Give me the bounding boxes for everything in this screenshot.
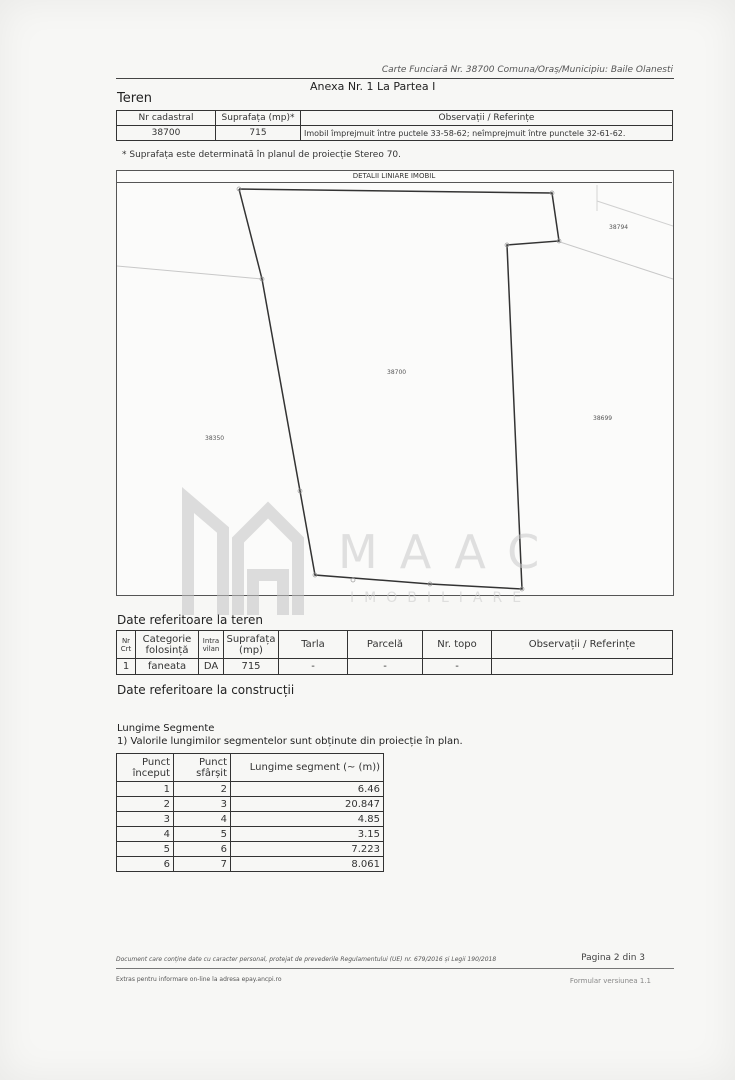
footer-rule <box>116 968 674 969</box>
segment-len: 7.223 <box>231 842 384 857</box>
segment-end: 2 <box>174 782 231 797</box>
segment-len: 8.061 <box>231 857 384 872</box>
cell-nr-topo: - <box>423 659 492 675</box>
footer-disclaimer: Document care conține date cu caracter personal, protejat de prevederile Regulamentului (UE) nr. 679/2016 și Legii 190/2018 <box>116 956 497 963</box>
parcel-label-right: 38699 <box>593 415 613 422</box>
date-teren-heading: Date referitoare la teren <box>117 613 263 627</box>
col-observatii-header: Observații / Referințe <box>301 111 673 126</box>
cell-suprafata: 715 <box>224 659 279 675</box>
segment-end: 5 <box>174 827 231 842</box>
col-punct-inceput: Punct început <box>117 754 174 782</box>
date-teren-table <box>116 630 673 675</box>
date-constructii-heading: Date referitoare la construcții <box>117 683 295 697</box>
suprafata-value: 715 <box>216 126 301 141</box>
parcel-label-top-right: 38794 <box>609 224 629 231</box>
col-suprafata-header: Suprafața (mp)* <box>216 111 301 126</box>
segment-row <box>117 857 384 872</box>
footer-formular: Formular versiunea 1.1 <box>569 977 651 985</box>
col-lungime: Lungime segment (~ (m)) <box>231 754 384 782</box>
cell-tarla: - <box>279 659 348 675</box>
segment-len: 20.847 <box>231 797 384 812</box>
header-rule <box>116 78 674 79</box>
col-parcela: Parcelă <box>348 631 423 659</box>
segment-start: 5 <box>117 842 174 857</box>
watermark-main: MAAC <box>338 525 562 579</box>
segment-end: 7 <box>174 857 231 872</box>
col-nr-crt: Nr Crt <box>117 631 136 659</box>
col-intravilan: Intra vilan <box>199 631 224 659</box>
cell-nr-crt: 1 <box>117 659 136 675</box>
footer-extras: Extras pentru informare on-line la adresa epay.ancpi.ro <box>116 976 282 983</box>
parcel-label-center: 38700 <box>387 369 407 376</box>
segment-row <box>117 842 384 857</box>
anexa-title: Anexa Nr. 1 La Partea I <box>310 80 436 93</box>
cell-intravilan: DA <box>199 659 224 675</box>
teren-heading: Teren <box>117 91 153 106</box>
segmente-title: Lungime Segmente <box>117 723 215 734</box>
cell-observatii <box>492 659 673 675</box>
col-tarla: Tarla <box>279 631 348 659</box>
watermark-logo <box>178 480 318 620</box>
segment-start: 3 <box>117 812 174 827</box>
segment-len: 3.15 <box>231 827 384 842</box>
segment-len: 4.85 <box>231 812 384 827</box>
col-observatii: Observații / Referințe <box>492 631 673 659</box>
footer-page: Pagina 2 din 3 <box>581 953 645 963</box>
segment-start: 6 <box>117 857 174 872</box>
col-suprafata: Suprafața (mp) <box>224 631 279 659</box>
segment-start: 2 <box>117 797 174 812</box>
segment-row <box>117 812 384 827</box>
parcel-label-left: 38350 <box>205 435 225 442</box>
map-title: DETALII LINIARE IMOBIL <box>116 170 672 183</box>
segment-start: 4 <box>117 827 174 842</box>
segment-len: 6.46 <box>231 782 384 797</box>
suprafata-note: * Suprafața este determinată în planul de proiecție Stereo 70. <box>122 150 402 160</box>
cadastral-value: 38700 <box>117 126 216 141</box>
segment-end: 3 <box>174 797 231 812</box>
segment-end: 4 <box>174 812 231 827</box>
segmente-table <box>116 753 384 872</box>
segment-end: 6 <box>174 842 231 857</box>
col-categorie: Categorie folosință <box>136 631 199 659</box>
segment-row <box>117 827 384 842</box>
cell-categorie: faneata <box>136 659 199 675</box>
segment-row <box>117 797 384 812</box>
segment-start: 1 <box>117 782 174 797</box>
col-cadastral-header: Nr cadastral <box>117 111 216 126</box>
watermark-sub: IMOBILIARE <box>350 590 532 606</box>
col-punct-sfarsit: Punct sfârșit <box>174 754 231 782</box>
teren-table <box>116 110 673 141</box>
segment-row <box>117 782 384 797</box>
cell-parcela: - <box>348 659 423 675</box>
col-nr-topo: Nr. topo <box>423 631 492 659</box>
observatii-value: Imobil împrejmuit între puctele 33-58-62; neîmprejmuit între punctele 32-61-62. <box>301 126 673 141</box>
carte-funciara-header: Carte Funciară Nr. 38700 Comuna/Oraș/Municipiu: Baile Olanesti <box>381 65 673 75</box>
segmente-subtitle: 1) Valorile lungimilor segmentelor sunt obținute din proiecție în plan. <box>117 736 463 747</box>
